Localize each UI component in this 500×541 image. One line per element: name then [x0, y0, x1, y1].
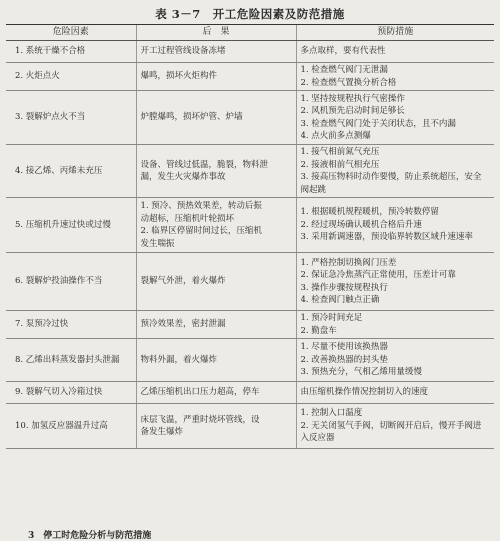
measure-line: 2. 风机预先启动时间足够长	[300, 106, 405, 116]
measure-line: 1. 根据暖机规程暖机，预冷转数停留	[300, 207, 439, 218]
header-measure: 预防措施	[296, 25, 494, 41]
table-row	[6, 91, 494, 145]
table-row	[6, 198, 494, 253]
measure-line: 3. 采用新调速器，预设临界转数区域升速速率	[300, 232, 473, 243]
header-consequence: 后 果	[136, 25, 296, 41]
measure-cell	[296, 311, 494, 339]
factor-text: 10. 加氢反应器温升过高	[15, 420, 108, 431]
factor-text: 9. 裂解气切入冷箱过快	[15, 387, 103, 398]
measure-line: 2. 检查燃气置换分析合格	[300, 77, 397, 88]
consequence-line: 设备、管线过低温，脆裂，物料泄	[140, 159, 269, 170]
measure-cell	[296, 63, 494, 91]
measure-line: 3. 操作步骤按规程执行	[300, 282, 388, 293]
consequence-line: 乙烯压缩机出口压力超高，停车	[140, 387, 260, 398]
consequence-line: 裂解气外泄，着火爆炸	[140, 276, 226, 287]
consequence-line: 备发生爆炸	[140, 427, 184, 437]
measure-line: 2. 无关闭氢气手阀，切断阀开启后，慢开手阀进	[300, 420, 482, 431]
consequence-cell	[136, 91, 296, 145]
consequence-cell	[136, 311, 296, 339]
measure-line: 1. 坚持按规程执行气密操作	[300, 93, 405, 104]
factor-text: 8. 乙烯出料蒸发器封头泄漏	[15, 354, 120, 365]
measure-line: 2. 经过现场确认暖机合格后升速	[300, 219, 422, 230]
measure-cell	[296, 198, 494, 253]
measure-line: 1. 尽量不使用该换热器	[300, 342, 388, 353]
measure-line: 由压缩机操作情况控制切入的速度	[300, 387, 429, 398]
measure-line: 2. 改善换热器的封头垫	[300, 354, 388, 365]
measure-cell	[296, 145, 494, 198]
factor-cell	[6, 145, 136, 198]
factor-cell	[6, 63, 136, 91]
hazard-table	[6, 24, 494, 449]
factor-cell	[6, 339, 136, 382]
table-row	[6, 41, 494, 63]
table-row	[6, 253, 494, 311]
factor-cell	[6, 91, 136, 145]
table-row	[6, 404, 494, 449]
measure-line: 多点取样，要有代表性	[300, 46, 386, 57]
consequence-line: 爆鸣，损坏火炬构件	[140, 71, 218, 82]
factor-text: 7. 泵预冷过快	[15, 319, 69, 330]
table-row	[6, 63, 494, 91]
consequence-line: 床层飞温，严重时烧坏管线，设	[140, 414, 260, 425]
measure-line: 4. 点火前多点测爆	[300, 131, 371, 141]
measure-line: 2. 保证急冷焦蒸汽正常使用，压差计可靠	[300, 270, 456, 280]
measure-line: 1. 控制入口温度	[300, 408, 363, 419]
table-title: 表 3－7 开工危险因素及防范措施	[155, 7, 345, 21]
factor-text: 3. 裂解炉点火不当	[15, 112, 86, 123]
consequence-cell	[136, 339, 296, 382]
factor-cell	[6, 382, 136, 404]
measure-line: 2. 接液相前气相充压	[300, 159, 380, 170]
measure-cell	[296, 41, 494, 63]
consequence-cell	[136, 145, 296, 198]
measure-line: 入反应器	[300, 433, 335, 444]
consequence-line: 发生喘振	[140, 238, 175, 249]
factor-text: 4. 接乙烯、丙烯未充压	[15, 165, 103, 176]
measure-line: 1. 接气相前氮气充压	[300, 147, 380, 157]
measure-cell	[296, 253, 494, 311]
measure-cell	[296, 382, 494, 404]
table-row	[6, 339, 494, 382]
factor-cell	[6, 404, 136, 449]
measure-line: 1. 预冷时间充足	[300, 313, 363, 323]
measure-line: 1. 严格控制切换阀门压差	[300, 257, 397, 268]
factor-text: 2. 火炬点火	[15, 71, 60, 82]
measure-cell	[296, 339, 494, 382]
factor-text: 6. 裂解炉投油操作不当	[15, 276, 103, 287]
consequence-cell	[136, 63, 296, 91]
consequence-line: 2. 临界区停留时间过长，压缩机	[140, 226, 262, 236]
measure-line: 3. 检查燃气阀门处于关闭状态，且不内漏	[300, 118, 456, 129]
consequence-line: 预冷效果差，密封泄漏	[140, 319, 226, 330]
consequence-line: 漏，发生火灾爆炸事故	[140, 172, 226, 182]
measure-cell	[296, 91, 494, 145]
consequence-line: 动超标，压缩机叶轮损坏	[140, 213, 235, 224]
factor-cell	[6, 311, 136, 339]
measure-line: 3. 接高压物料时动作要慢，防止系统超压，安全	[300, 172, 482, 182]
measure-cell	[296, 404, 494, 449]
consequence-line: 物料外漏，着火爆炸	[140, 354, 218, 365]
consequence-cell	[136, 198, 296, 253]
factor-cell	[6, 198, 136, 253]
header-factor: 危险因素	[6, 25, 136, 41]
factor-text: 1. 系统干燥不合格	[15, 46, 86, 57]
table-header-row	[6, 25, 494, 41]
factor-text: 5. 压缩机升速过快或过慢	[15, 219, 111, 230]
table-row	[6, 145, 494, 198]
consequence-cell	[136, 41, 296, 63]
measure-line: 2. 勤盘车	[300, 325, 337, 336]
consequence-cell	[136, 404, 296, 449]
measure-line: 4. 检查阀门触点正确	[300, 295, 380, 305]
factor-cell	[6, 253, 136, 311]
table-row	[6, 311, 494, 339]
consequence-cell	[136, 253, 296, 311]
factor-cell	[6, 41, 136, 63]
measure-line: 3. 预热充分，气相乙烯用量缓慢	[300, 367, 422, 378]
consequence-cell	[136, 382, 296, 404]
consequence-line: 炉膛爆鸣，损坏炉管、炉墙	[140, 112, 243, 123]
table-row	[6, 382, 494, 404]
section-heading: 3 停工时危险分析与防范措施	[28, 531, 152, 541]
measure-line: 1. 检查燃气阀门无泄漏	[300, 65, 388, 75]
consequence-line: 开工过程管线设备冻堵	[140, 46, 226, 57]
consequence-line: 1. 预冷、预热效果差，转动后振	[140, 201, 262, 211]
measure-line: 阀起跳	[300, 184, 327, 195]
